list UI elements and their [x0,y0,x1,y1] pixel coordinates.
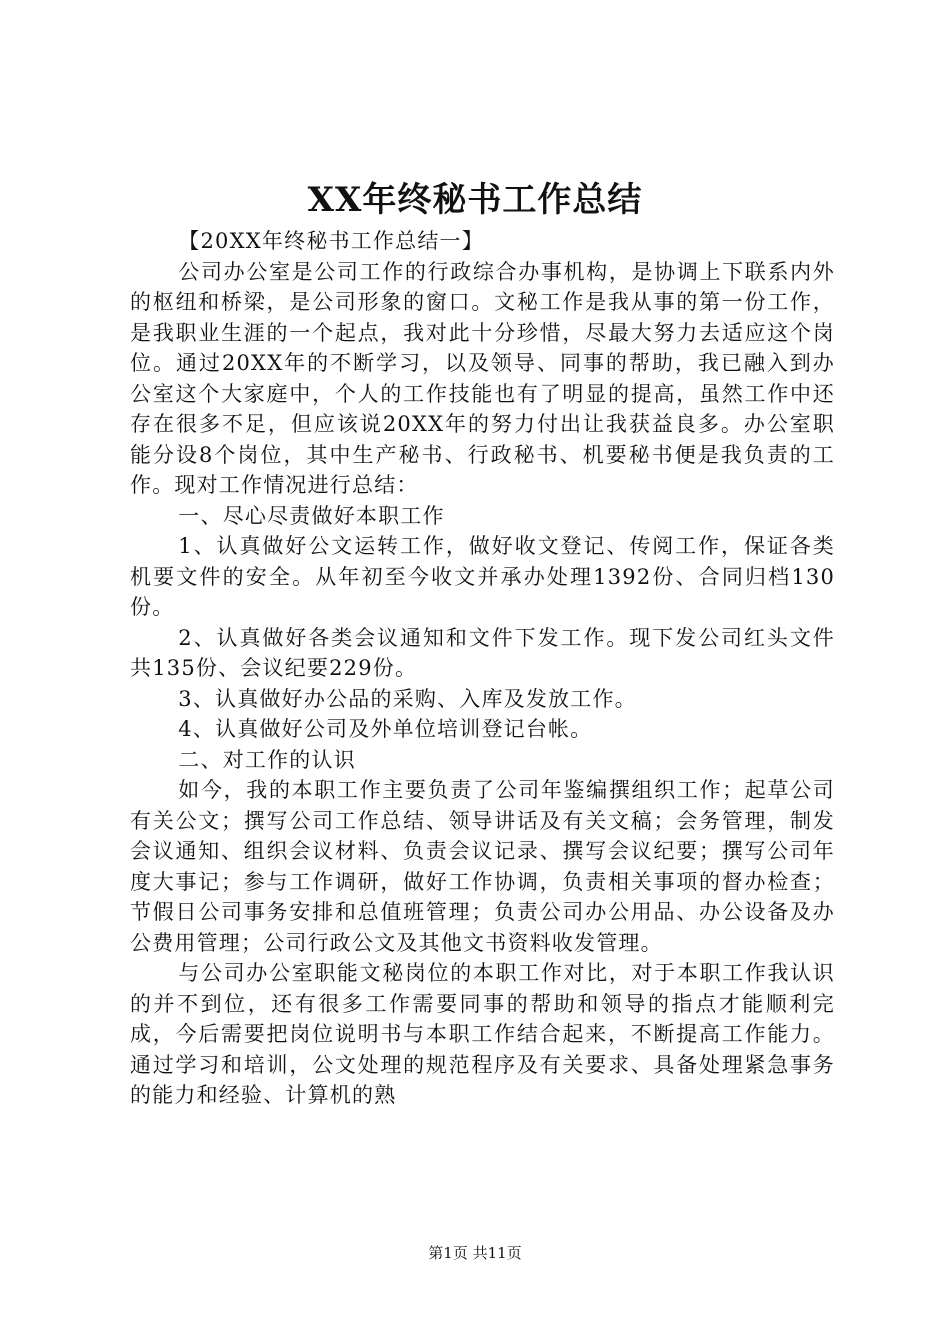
section-heading: 一、尽心尽责做好本职工作 [178,503,445,528]
list-item: 1、认真做好公文运转工作，做好收文登记、传阅工作，保证各类机要文件的安全。从年初至今收文并承办处理1392份、合同归档130份。 [130,534,835,619]
page-number-footer: 第1页 共11页 [428,1244,522,1262]
body-paragraph: 公司办公室是公司工作的行政综合办事机构，是协调上下联系内外的枢纽和桥梁，是公司形象的窗口。文秘工作是我从事的第一份工作，是我职业生涯的一个起点，我对此十分珍惜，尽最大努力去适应这个岗位。通过20XX年的不断学习，以及领导、同事的帮助，我已融入到办公室这个大家庭中，个人的工作技能也有了明显的提高，虽然工作中还存在很多不足，但应该说20XX年的努力付出让我获益良多。办公室职能分设8个岗位，其中生产秘书、行政秘书、机要秘书便是我负责的工作。现对工作情况进行总结： [130,259,835,497]
body-paragraph: 与公司办公室职能文秘岗位的本职工作对比，对于本职工作我认识的并不到位，还有很多工作需要同事的帮助和领导的指点才能顺利完成，今后需要把岗位说明书与本职工作结合起来，不断提高工作能力。通过学习和培训，公文处理的规范程序及有关要求、具备处理紧急事务的能力和经验、计算机的熟 [130,961,835,1107]
document-title: XX年终秘书工作总结 [307,180,643,220]
list-item: 4、认真做好公司及外单位培训登记台帐。 [178,717,593,741]
list-item: 2、认真做好各类会议通知和文件下发工作。现下发公司红头文件共135份、会议纪要229份。 [130,625,835,680]
document-body [130,226,835,1111]
list-item: 3、认真做好办公品的采购、入库及发放工作。 [178,686,637,711]
section-heading: 【20XX年终秘书工作总结一】 [178,229,484,253]
body-paragraph: 如今，我的本职工作主要负责了公司年鉴编撰组织工作；起草公司有关公文；撰写公司工作总结、领导讲话及有关文稿；会务管理，制发会议通知、组织会议材料、负责会议记录、撰写会议纪要；撰写公司年度大事记；参与工作调研，做好工作协调，负责相关事项的督办检查；节假日公司事务安排和总值班管理；负责公司办公用品、办公设备及办公费用管理；公司行政公文及其他文书资料收发管理。 [130,778,835,955]
section-heading: 二、对工作的认识 [178,747,356,772]
